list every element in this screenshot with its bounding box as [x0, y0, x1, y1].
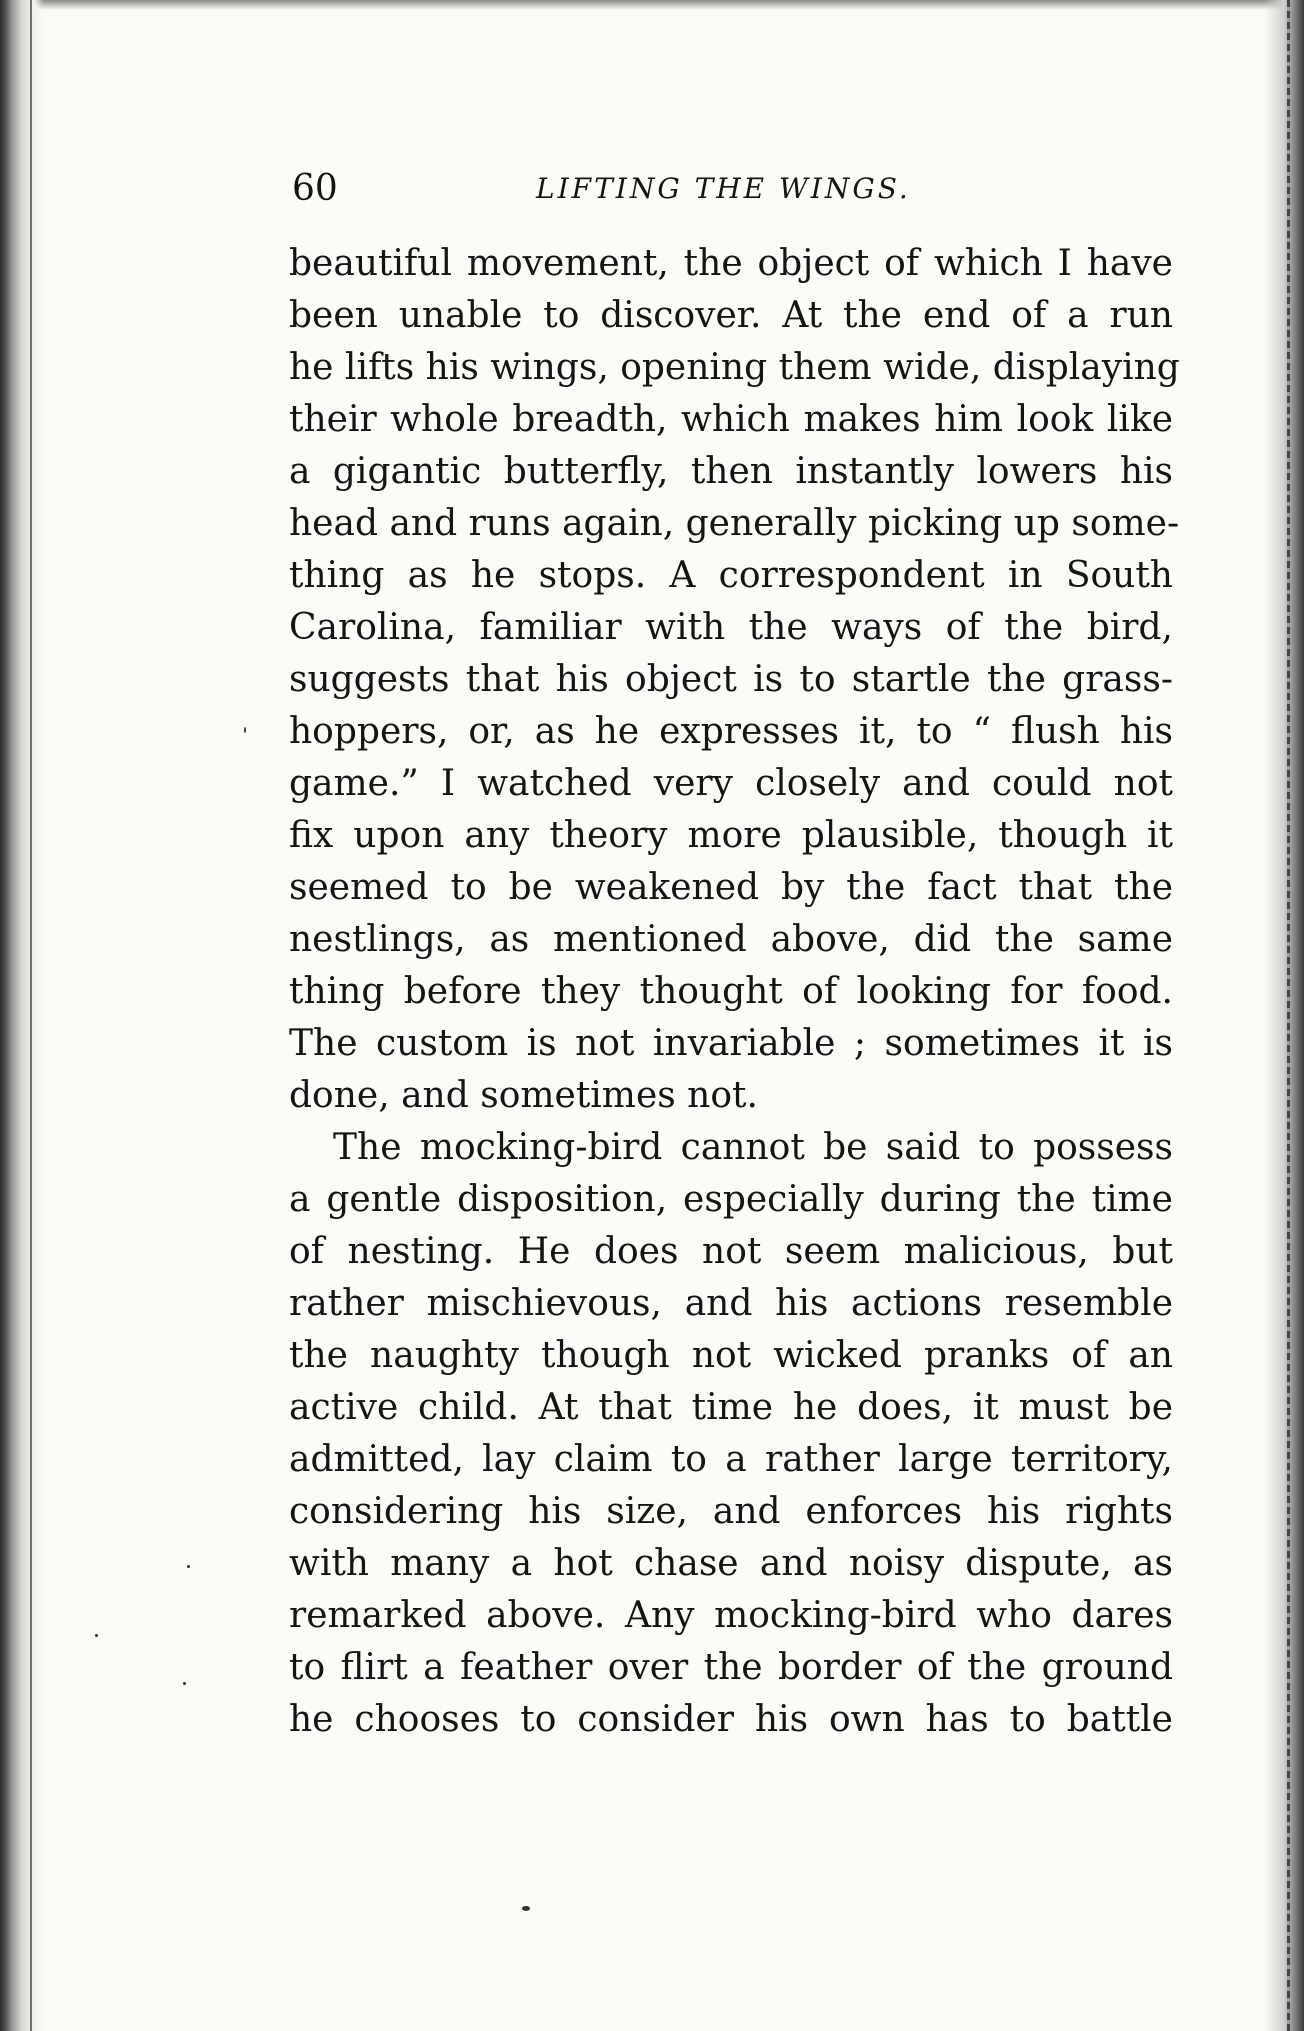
scan-speck: [95, 1634, 98, 1637]
text-line: suggests that his object is to startle the grass-: [289, 659, 1173, 700]
text-line: rather mischievous, and his actions resemble: [289, 1283, 1173, 1324]
text-line: fix upon any theory more plausible, though it: [289, 815, 1173, 856]
scan-speck: [244, 727, 246, 733]
binding-line: [30, 0, 32, 2031]
text-line: a gentle disposition, especially during the time: [289, 1179, 1173, 1220]
text-line: he chooses to consider his own has to battle: [289, 1699, 1173, 1740]
text-line: to flirt a feather over the border of the ground: [289, 1647, 1173, 1688]
text-line: a gigantic butterfly, then instantly lowers his: [289, 451, 1173, 492]
text-line: head and runs again, generally picking up some-: [289, 503, 1180, 544]
text-line: done, and sometimes not.: [289, 1075, 758, 1116]
text-line: their whole breadth, which makes him look like: [289, 399, 1173, 440]
text-line: beautiful movement, the object of which I have: [289, 243, 1173, 284]
text-line: thing before they thought of looking for food.: [289, 971, 1173, 1012]
scan-speck: [187, 1565, 190, 1568]
page-number: 60: [292, 168, 338, 209]
text-line: thing as he stops. A correspondent in South: [289, 555, 1173, 596]
text-line: of nesting. He does not seem malicious, but: [289, 1231, 1173, 1272]
text-line: remarked above. Any mocking-bird who dares: [289, 1595, 1173, 1636]
text-line: active child. At that time he does, it must be: [289, 1387, 1173, 1428]
text-line: he lifts his wings, opening them wide, displaying: [289, 347, 1180, 388]
text-line: with many a hot chase and noisy dispute, as: [289, 1543, 1173, 1584]
paragraph: [289, 1122, 1173, 1746]
running-header: [292, 166, 934, 212]
binding-shadow: [0, 0, 44, 2031]
paragraph: [289, 238, 1180, 1122]
body-text: [289, 238, 1180, 1746]
text-line: been unable to discover. At the end of a run: [289, 295, 1173, 336]
scan-speck: [183, 1682, 186, 1685]
text-line: The custom is not invariable ; sometimes it is: [289, 1023, 1173, 1064]
text-line: nestlings, as mentioned above, did the same: [289, 919, 1173, 960]
text-line: Carolina, familiar with the ways of the bird,: [289, 607, 1173, 648]
running-title: LIFTING THE WINGS.: [536, 172, 911, 205]
scan-speck: [522, 1906, 530, 1911]
text-line: the naughty though not wicked pranks of an: [289, 1335, 1173, 1376]
text-line: The mocking-bird cannot be said to possess: [333, 1127, 1173, 1168]
text-line: game.” I watched very closely and could not: [289, 763, 1173, 804]
page-edge-shadow: [1264, 0, 1304, 2031]
scan-top-edge: [0, 0, 1304, 10]
text-line: hoppers, or, as he expresses it, to “ flush his: [289, 711, 1173, 752]
text-line: seemed to be weakened by the fact that the: [289, 867, 1173, 908]
text-line: considering his size, and enforces his rights: [289, 1491, 1173, 1532]
text-line: admitted, lay claim to a rather large territory,: [289, 1439, 1173, 1480]
page-edge-speckle: [1287, 0, 1290, 2031]
